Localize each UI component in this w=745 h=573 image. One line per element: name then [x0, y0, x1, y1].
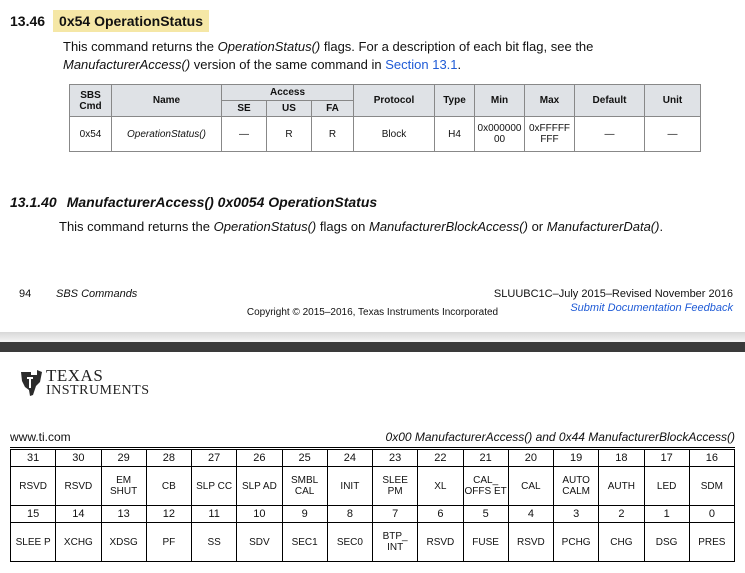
bit-number: 21: [463, 450, 508, 467]
logo-wordmark: [46, 368, 150, 398]
bit-flag-row-low: [11, 523, 735, 562]
bit-number: 26: [237, 450, 282, 467]
cell-min: 0x00000000: [475, 117, 525, 152]
col-unit: Unit: [645, 85, 701, 117]
sub-text: or: [527, 219, 547, 234]
cell-cmd: 0x54: [70, 117, 112, 152]
bit-flag: SMBL CAL: [282, 467, 327, 506]
cell-name: OperationStatus(): [112, 117, 222, 152]
bit-number-row-low: [11, 506, 735, 523]
intro-text: version of the same command in: [190, 57, 386, 72]
col-max: Max: [525, 85, 575, 117]
feedback-link[interactable]: Submit Documentation Feedback: [570, 302, 733, 314]
bit-number: 3: [554, 506, 599, 523]
bit-flag: EM SHUT: [101, 467, 146, 506]
logo-line-2: INSTRUMENTS: [46, 383, 150, 398]
bit-flag: SLEE PM: [373, 467, 418, 506]
bit-number: 9: [282, 506, 327, 523]
bit-number: 22: [418, 450, 463, 467]
bit-flag: PF: [146, 523, 191, 562]
bit-flag: PCHG: [554, 523, 599, 562]
page-divider-dark: [0, 342, 745, 352]
bit-number: 18: [599, 450, 644, 467]
bit-flag: SEC0: [327, 523, 372, 562]
bit-flag: AUTO CALM: [554, 467, 599, 506]
intro-text: This command returns the: [63, 39, 218, 54]
ti-logo-icon: [18, 368, 44, 398]
bit-number: 14: [56, 506, 101, 523]
cell-protocol: Block: [354, 117, 435, 152]
col-type: Type: [435, 85, 475, 117]
section-intro: [63, 38, 733, 74]
section-number: 13.46: [10, 13, 46, 29]
cell-unit: —: [645, 117, 701, 152]
bit-number: 1: [644, 506, 689, 523]
bit-flag: BTP_ INT: [373, 523, 418, 562]
bit-flag: SEC1: [282, 523, 327, 562]
table-row: [70, 117, 701, 152]
bit-flag: FUSE: [463, 523, 508, 562]
bit-number: 27: [192, 450, 237, 467]
bit-number: 20: [508, 450, 553, 467]
col-access: Access: [222, 85, 354, 101]
intro-function: OperationStatus(): [217, 39, 321, 54]
bit-number: 19: [554, 450, 599, 467]
bit-number: 23: [373, 450, 418, 467]
bit-number: 7: [373, 506, 418, 523]
cell-max: 0xFFFFFFFF: [525, 117, 575, 152]
cell-default: —: [575, 117, 645, 152]
bit-flag: SDM: [689, 467, 734, 506]
bit-flag: SS: [192, 523, 237, 562]
sub-function: OperationStatus(): [213, 219, 317, 234]
bit-flag: PRES: [689, 523, 734, 562]
page-number: 94: [19, 288, 32, 300]
col-name: Name: [112, 85, 222, 117]
bit-number: 2: [599, 506, 644, 523]
subsection-number: 13.1.40: [10, 194, 57, 210]
col-se: SE: [222, 101, 267, 117]
sub-text: flags on: [316, 219, 369, 234]
col-default: Default: [575, 85, 645, 117]
bit-flag: XL: [418, 467, 463, 506]
bit-number: 29: [101, 450, 146, 467]
bit-flag: RSVD: [56, 467, 101, 506]
bit-number: 13: [101, 506, 146, 523]
bit-number: 16: [689, 450, 734, 467]
bit-flag: CAL_ OFFS ET: [463, 467, 508, 506]
page-divider-light: [0, 332, 745, 342]
logo-line-1: TEXAS: [46, 366, 104, 385]
intro-text: flags. For a description of each bit flag, see the: [320, 39, 594, 54]
bit-flag: XDSG: [101, 523, 146, 562]
footer-doc-id: SLUUBC1C–July 2015–Revised November 2016: [493, 288, 733, 300]
subsection-text: [59, 219, 663, 234]
bit-flag: CHG: [599, 523, 644, 562]
sub-function: ManufacturerData(): [546, 219, 660, 234]
col-sbs-cmd: SBS Cmd: [70, 85, 112, 117]
bit-flag: RSVD: [508, 523, 553, 562]
copyright: Copyright © 2015–2016, Texas Instruments Incorporated: [246, 307, 499, 318]
col-min: Min: [475, 85, 525, 117]
bit-flag: CB: [146, 467, 191, 506]
subsection-heading: [10, 194, 377, 210]
bit-number: 0: [689, 506, 734, 523]
section-title: 0x54 OperationStatus: [53, 10, 209, 32]
subsection-title: ManufacturerAccess() 0x0054 OperationStatus: [66, 194, 378, 210]
bit-register-table: [10, 449, 735, 562]
bit-number: 17: [644, 450, 689, 467]
bit-number: 5: [463, 506, 508, 523]
bit-number: 6: [418, 506, 463, 523]
bit-number: 4: [508, 506, 553, 523]
intro-text: .: [457, 57, 462, 72]
bit-number: 12: [146, 506, 191, 523]
bit-flag: XCHG: [56, 523, 101, 562]
intro-function: ManufacturerAccess(): [63, 57, 191, 72]
footer-section: SBS Commands: [56, 288, 138, 300]
sub-text: .: [659, 219, 664, 234]
bit-number: 28: [146, 450, 191, 467]
bit-flag: AUTH: [599, 467, 644, 506]
bit-flag: RSVD: [11, 467, 56, 506]
section-heading: [10, 10, 209, 32]
cell-fa: R: [312, 117, 354, 152]
sbs-command-table: [69, 84, 701, 152]
sub-text: This command returns the: [59, 219, 214, 234]
bit-number: 8: [327, 506, 372, 523]
cell-se: —: [222, 117, 267, 152]
cell-us: R: [267, 117, 312, 152]
header-rule: [10, 447, 735, 448]
bit-number: 15: [11, 506, 56, 523]
bit-flag: LED: [644, 467, 689, 506]
bit-flag: SDV: [237, 523, 282, 562]
sub-function: ManufacturerBlockAccess(): [369, 219, 528, 234]
bit-number: 31: [11, 450, 56, 467]
col-protocol: Protocol: [354, 85, 435, 117]
bit-number-row-high: [11, 450, 735, 467]
running-title: 0x00 ManufacturerAccess() and 0x44 ManufacturerBlockAccess(): [385, 430, 735, 444]
site-url[interactable]: www.ti.com: [10, 430, 71, 444]
col-us: US: [267, 101, 312, 117]
bit-flag: DSG: [644, 523, 689, 562]
cell-type: H4: [435, 117, 475, 152]
bit-number: 24: [327, 450, 372, 467]
bit-number: 25: [282, 450, 327, 467]
bit-flag-row-high: [11, 467, 735, 506]
bit-flag: RSVD: [418, 523, 463, 562]
bit-number: 11: [192, 506, 237, 523]
bit-flag: INIT: [327, 467, 372, 506]
bit-flag: SLP AD: [237, 467, 282, 506]
bit-flag: CAL: [508, 467, 553, 506]
col-fa: FA: [312, 101, 354, 117]
bit-number: 10: [237, 506, 282, 523]
ti-logo: [18, 368, 150, 398]
bit-flag: SLEE P: [11, 523, 56, 562]
section-link[interactable]: Section 13.1: [385, 57, 458, 72]
bit-number: 30: [56, 450, 101, 467]
bit-flag: SLP CC: [192, 467, 237, 506]
